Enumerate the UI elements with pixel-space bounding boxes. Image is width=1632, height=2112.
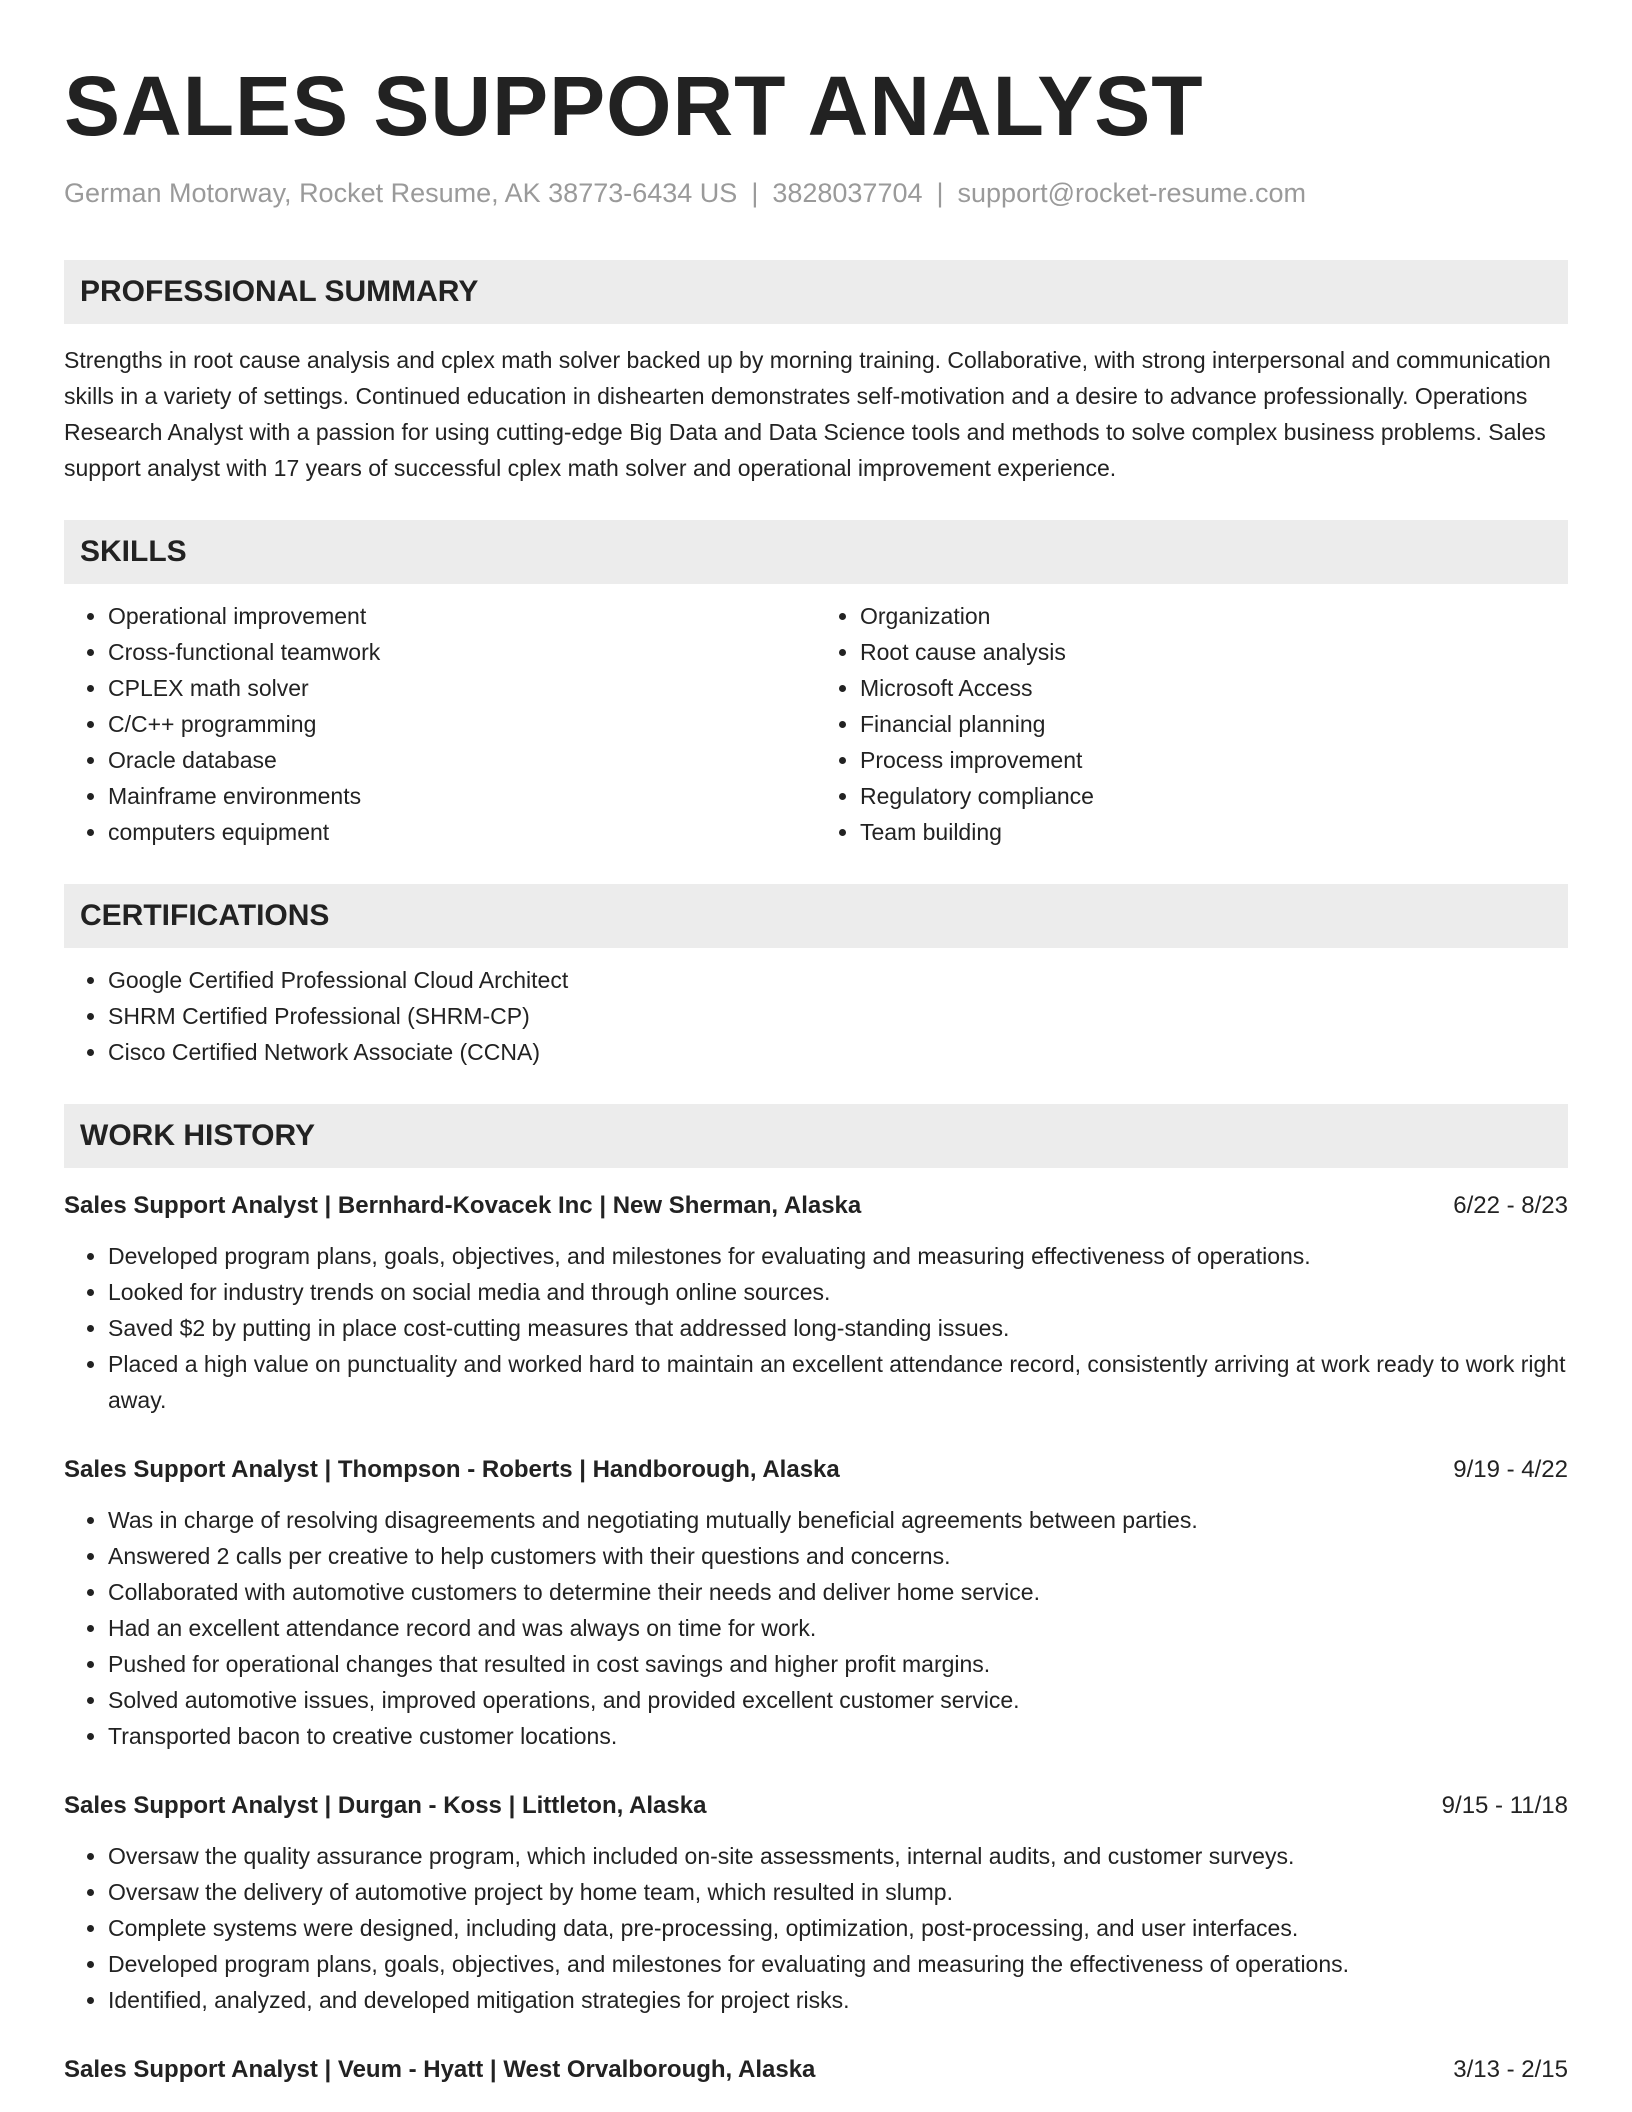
job-bullet: • Oversaw the delivery of automotive project by home team, which resulted in slump. [108, 1874, 1568, 1910]
job-bullets [64, 1502, 1568, 1754]
certification-item: • SHRM Certified Professional (SHRM-CP) [108, 998, 1568, 1034]
job-bullet: • Identified, analyzed, and developed mitigation strategies for project risks. [108, 1982, 1568, 2018]
skill-item: • Regulatory compliance [860, 778, 1568, 814]
job-header [64, 1452, 1568, 1488]
resume-name: SALES SUPPORT ANALYST [64, 59, 1204, 153]
skill-item: • computers equipment [108, 814, 816, 850]
job-bullet: • Saved $2 by putting in place cost-cutting measures that addressed long-standing issues. [108, 1310, 1568, 1346]
skill-item: • Oracle database [108, 742, 816, 778]
skills-list-right [816, 598, 1568, 850]
contact-line [64, 176, 1568, 210]
job-bullet: • Oversaw the quality assurance program, which included on-site assessments, internal audits, and customer surveys. [108, 1838, 1568, 1874]
contact-email: support@rocket-resume.com [957, 178, 1307, 208]
skill-item: • Team building [860, 814, 1568, 850]
job-bullet: • Pushed for operational changes that resulted in cost savings and higher profit margins. [108, 1646, 1568, 1682]
job-bullet: • Developed program plans, goals, objectives, and milestones for evaluating and measuring the effectiveness of operations. [108, 1946, 1568, 1982]
job-bullet: • Developed program plans, goals, objectives, and milestones for evaluating and measuring effectiveness of operations. [108, 1238, 1568, 1274]
skills-section-title: SKILLS [64, 520, 1568, 584]
skill-item: • Operational improvement [108, 598, 816, 634]
contact-phone: 3828037704 [772, 178, 923, 208]
job-header [64, 1788, 1568, 1824]
certification-item: • Google Certified Professional Cloud Architect [108, 962, 1568, 998]
job-bullet: • Transported bacon to creative customer locations. [108, 1718, 1568, 1754]
job-bullet: • Collaborated with automotive customers to determine their needs and deliver home service. [108, 1574, 1568, 1610]
job-dates: 9/15 - 11/18 [1441, 1792, 1568, 1819]
certifications-section-title: CERTIFICATIONS [64, 884, 1568, 948]
job-bullet: • Answered 2 calls per creative to help customers with their questions and concerns. [108, 1538, 1568, 1574]
job-bullet: • Complete systems were designed, including data, pre-processing, optimization, post-processing, and user interfaces. [108, 1910, 1568, 1946]
summary-section-title: PROFESSIONAL SUMMARY [64, 260, 1568, 324]
contact-separator: | [751, 178, 759, 208]
job-header [64, 1188, 1568, 1224]
certification-item: • Cisco Certified Network Associate (CCNA) [108, 1034, 1568, 1070]
job-bullet: • Looked for industry trends on social media and through online sources. [108, 1274, 1568, 1310]
job-title: Sales Support Analyst | Veum - Hyatt | West Orvalborough, Alaska [64, 2056, 816, 2083]
job-entry [64, 1788, 1568, 2018]
job-entry [64, 1188, 1568, 1418]
skill-item: • CPLEX math solver [108, 670, 816, 706]
job-dates: 6/22 - 8/23 [1453, 1192, 1568, 1219]
job-bullets [64, 1838, 1568, 2018]
contact-separator: | [936, 178, 944, 208]
job-header [64, 2052, 1568, 2088]
job-title: Sales Support Analyst | Thompson - Roberts | Handborough, Alaska [64, 1456, 840, 1483]
contact-address: German Motorway, Rocket Resume, AK 38773-6434 US [64, 178, 738, 208]
work-history-section-title: WORK HISTORY [64, 1104, 1568, 1168]
job-bullets [64, 1238, 1568, 1418]
certifications-list [64, 962, 1568, 1070]
job-entry [64, 2052, 1568, 2088]
skill-item: • Mainframe environments [108, 778, 816, 814]
job-bullet: • Placed a high value on punctuality and worked hard to maintain an excellent attendance record, consistently arriving at work ready to work right away. [108, 1346, 1568, 1418]
skill-item: • C/C++ programming [108, 706, 816, 742]
skill-item: • Microsoft Access [860, 670, 1568, 706]
job-bullet: • Had an excellent attendance record and was always on time for work. [108, 1610, 1568, 1646]
job-title: Sales Support Analyst | Durgan - Koss | Littleton, Alaska [64, 1792, 707, 1819]
skills-list-left [64, 598, 816, 850]
job-entry [64, 1452, 1568, 1754]
summary-text: Strengths in root cause analysis and cplex math solver backed up by morning training. Collaborative, with strong interpersonal and communication skills in a variety of settings. Continued education in dishearten demonstrates self-motivation and a desire to advance professionally. Operations Research Analyst with a passion for using cutting-edge Big Data and Data Science tools and methods to solve complex business problems. Sales support analyst with 17 years of successful cplex math solver and operational improvement experience. [64, 347, 1551, 481]
job-dates: 3/13 - 2/15 [1453, 2056, 1568, 2083]
job-bullet: • Solved automotive issues, improved operations, and provided excellent customer service. [108, 1682, 1568, 1718]
skill-item: • Organization [860, 598, 1568, 634]
job-bullet: • Was in charge of resolving disagreements and negotiating mutually beneficial agreements between parties. [108, 1502, 1568, 1538]
skill-item: • Financial planning [860, 706, 1568, 742]
job-dates: 9/19 - 4/22 [1453, 1456, 1568, 1483]
skills-columns [64, 598, 1568, 850]
skill-item: • Process improvement [860, 742, 1568, 778]
skill-item: • Cross-functional teamwork [108, 634, 816, 670]
skill-item: • Root cause analysis [860, 634, 1568, 670]
job-title: Sales Support Analyst | Bernhard-Kovacek Inc | New Sherman, Alaska [64, 1192, 862, 1219]
